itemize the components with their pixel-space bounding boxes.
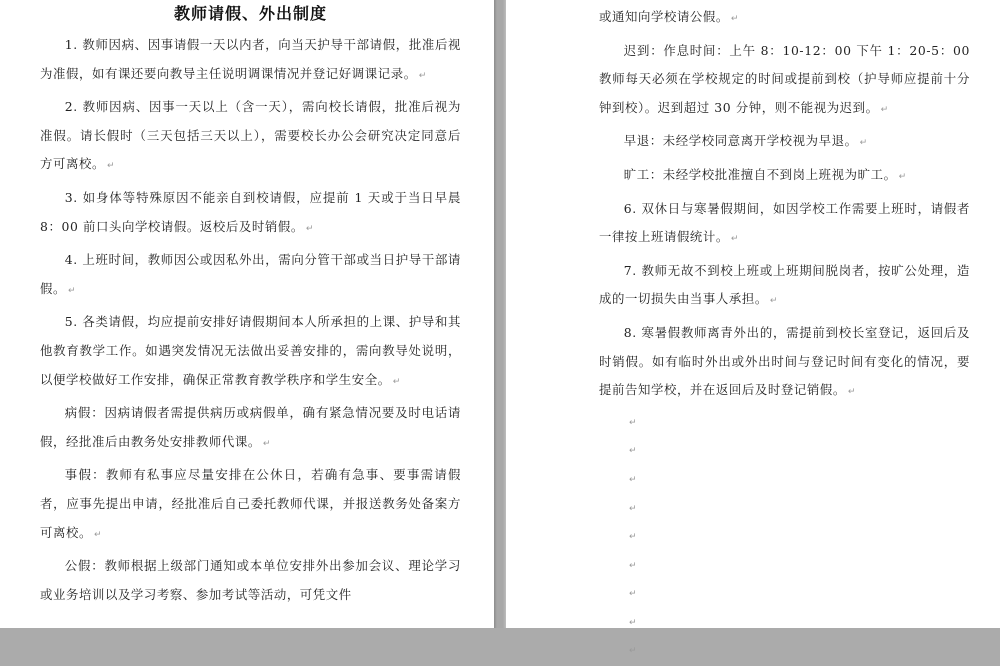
paragraph-mark-icon: ↵ — [730, 14, 740, 24]
paragraph — [599, 195, 970, 254]
empty-paragraph — [599, 493, 970, 522]
paragraph-text: 或通知向学校请公假。 — [599, 9, 729, 24]
paragraph — [40, 308, 461, 396]
paragraph-text: 病假：因病请假者需提供病历或病假单，确有紧急情况要及时电话请假，经批准后由教务处安排教师代课。 — [40, 405, 461, 449]
paragraph-mark-icon: ↵ — [730, 234, 740, 245]
paragraph-mark-icon: ↵ — [262, 438, 271, 449]
paragraph-mark-icon: ↵ — [859, 138, 868, 149]
paragraph-mark-icon: ↵ — [629, 474, 637, 485]
paragraph-mark-icon: ↵ — [847, 387, 856, 398]
paragraph-mark-icon: ↵ — [629, 617, 637, 628]
empty-paragraph — [599, 435, 970, 464]
paragraph-text: 公假：教师根据上级部门通知或本单位安排外出参加会议、理论学习或业务培训以及学习考察、参加考试等活动，可凭文件 — [40, 558, 461, 602]
paragraph-text: 旷工：未经学校批准擅自不到岗上班视为旷工。 — [623, 166, 897, 182]
paragraph-text: 7. 教师无故不到校上班或上班期间脱岗者，按旷公处理，造成的一切损失由当事人承担。 — [599, 262, 970, 307]
empty-paragraphs — [599, 407, 970, 664]
paragraph-continuation — [599, 3, 970, 34]
paragraph-mark-icon: ↵ — [629, 589, 637, 600]
paragraph — [599, 127, 970, 158]
paragraph-text: 5. 各类请假，均应提前安排好请假期间本人所承担的上课、护导和其他教育教学工作。如遇突发情况无法做出妥善安排的，需向教导处说明，以便学校做好工作安排，确保正常教育教学秩序和学生安全。 — [40, 314, 461, 387]
paragraph — [599, 319, 970, 407]
paragraph — [599, 37, 970, 125]
empty-paragraph — [599, 521, 970, 550]
paragraph — [40, 461, 461, 549]
document-page-left[interactable] — [0, 0, 494, 628]
empty-paragraph — [599, 464, 970, 493]
paragraph-text: 4. 上班时间，教师因公或因私外出，需向分管干部或当日护导干部请假。 — [40, 252, 461, 296]
paragraph-mark-icon: ↵ — [898, 171, 907, 182]
paragraph-text: 3. 如身体等特殊原因不能亲自到校请假，应提前 1 天或于当日早晨 8：00 前口头向学校请假。返校后及时销假。 — [40, 189, 461, 234]
paragraph-mark-icon: ↵ — [93, 529, 103, 540]
paragraph-mark-icon: ↵ — [629, 446, 637, 457]
paragraph-text: 迟到：作息时间：上午 8：10-12：00 下午 1：20-5：00 教师每天必须在学校规定的时间或提前到校（护导师应提前十分钟到校）。迟到超过 30 分钟，则不能视为迟到。 — [599, 42, 970, 115]
paragraph — [599, 161, 970, 192]
paragraph — [40, 552, 461, 609]
paragraph-mark-icon: ↵ — [106, 161, 116, 172]
paragraph-text: 6. 双休日与寒暑假期间，如因学校工作需要上班时，请假者一律按上班请假统计。 — [599, 200, 970, 245]
empty-paragraph — [599, 550, 970, 579]
paragraph-mark-icon: ↵ — [305, 223, 314, 234]
paragraph-mark-icon: ↵ — [67, 285, 77, 296]
paragraph-mark-icon: ↵ — [629, 560, 637, 571]
empty-paragraph — [599, 578, 970, 607]
paragraph-text: 8. 寒暑假教师离青外出的，需提前到校长室登记，返回后及时销假。如有临时外出或外出时间与登记时间有变化的情况，要提前告知学校，并在返回后及时登记销假。 — [599, 324, 970, 398]
paragraph — [599, 257, 970, 316]
document-title: 教师请假、外出制度 — [173, 4, 327, 23]
paragraph-mark-icon: ↵ — [769, 296, 779, 307]
empty-paragraph — [599, 607, 970, 636]
paragraph-mark-icon: ↵ — [629, 503, 637, 514]
paragraph — [40, 246, 461, 305]
paragraph — [40, 31, 461, 90]
empty-paragraph — [599, 635, 970, 664]
paragraph-text: 早退：未经学校同意离开学校视为早退。 — [623, 133, 858, 149]
paragraph-mark-icon: ↵ — [392, 376, 401, 387]
document-page-right[interactable] — [506, 0, 1000, 657]
paragraph-text: 2. 教师因病、因事一天以上（含一天），需向校长请假，批准后视为准假。请长假时（三天包括三天以上），需要校长办公会研究决定同意后方可离校。 — [40, 99, 461, 172]
paragraph-text: 事假：教师有私事应尽量安排在公休日，若确有急事、要事需请假者，应事先提出申请，经批准后自己委托教师代课，并报送教务处备案方可离校。 — [40, 467, 461, 540]
page-top-spacer — [599, 0, 970, 2]
paragraph-mark-icon: ↵ — [629, 532, 637, 543]
paragraph-mark-icon: ↵ — [629, 417, 637, 428]
paragraph — [40, 93, 461, 181]
page-gap — [494, 0, 506, 628]
paragraph — [40, 184, 461, 243]
paragraph-text: 1. 教师因病、因事请假一天以内者，向当天护导干部请假，批准后视为准假，如有课还要向教导主任说明调课情况并登记好调课记录。 — [40, 37, 461, 81]
empty-paragraph — [599, 407, 970, 436]
paragraph-mark-icon: ↵ — [880, 104, 889, 115]
paragraph-mark-icon: ↵ — [418, 70, 427, 81]
paragraph-mark-icon: ↵ — [629, 646, 637, 657]
paragraph — [40, 399, 461, 458]
